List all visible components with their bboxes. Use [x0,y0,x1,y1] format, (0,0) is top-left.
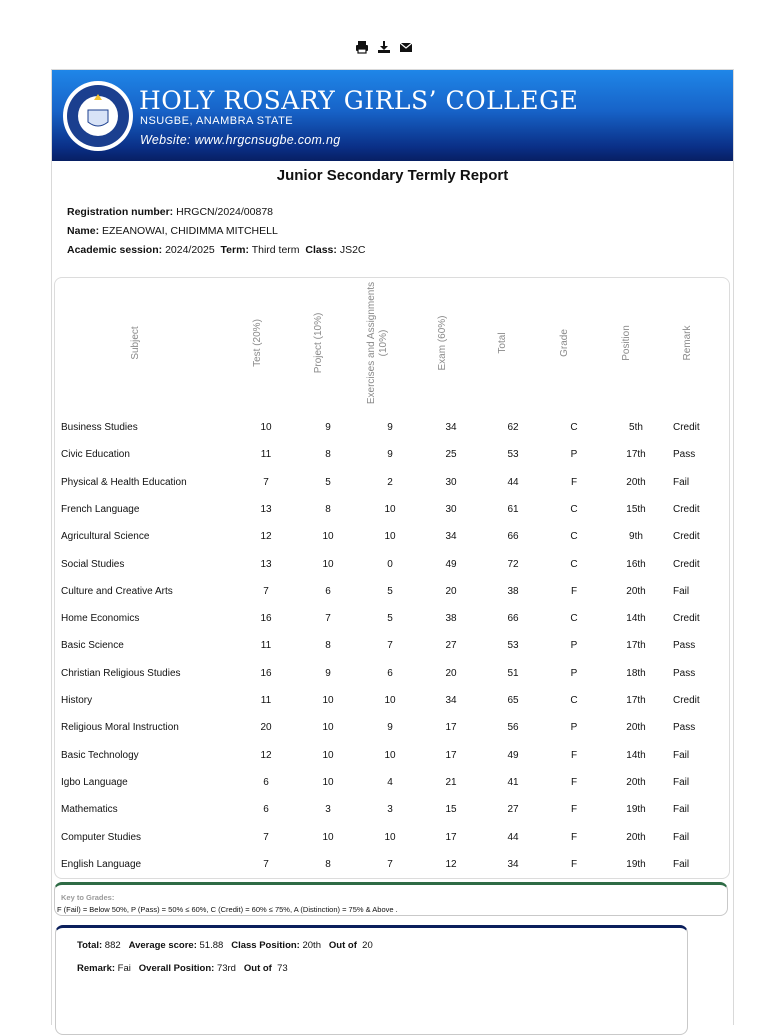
registration-label: Registration number: [67,206,174,218]
subject-cell: French Language [61,503,140,515]
grade-cell: C [570,422,578,433]
total-value: 882 [104,940,121,951]
total-cell: 53 [507,449,519,461]
class-value: JS2C [339,244,366,256]
subject-cell: Igbo Language [61,776,128,788]
test-cell: 6 [263,804,269,816]
exercises-cell: 10 [384,531,396,543]
subject-cell: Social Studies [61,558,125,570]
total-cell: 66 [507,613,519,625]
subject-cell: Christian Religious Studies [61,667,181,679]
project-cell: 9 [325,422,331,433]
table-row [52,828,733,848]
grade-cell: F [570,776,578,788]
exam-cell: 15 [445,804,457,816]
exercises-cell: 6 [387,667,393,679]
total-cell: 66 [507,531,519,543]
exercises-cell: 10 [384,749,396,761]
grade-cell: P [570,722,578,734]
test-cell: 7 [263,585,269,597]
table-row [52,800,733,820]
project-cell: 6 [325,585,331,597]
test-cell: 12 [260,749,272,761]
remark-label: Remark: [77,963,116,974]
average-value: 51.88 [199,940,224,951]
subject-cell: Religious Moral Instruction [61,722,179,734]
exam-cell: 20 [445,585,457,597]
position-cell: 14th [626,749,646,761]
total-cell: 38 [507,585,519,597]
subject-cell: Basic Technology [61,749,139,761]
remark-cell: Credit [673,695,700,706]
exercises-cell: 2 [387,476,393,488]
project-cell: 10 [322,749,334,761]
table-row [52,609,733,629]
subject-cell: History [61,695,93,706]
grade-cell: F [570,585,578,597]
subject-cell: Agricultural Science [61,531,150,543]
exam-cell: 17 [445,749,457,761]
school-name: HOLY ROSARY GIRLS’ COLLEGE [139,86,579,115]
report-sheet [51,69,734,1025]
grade-cell: F [570,476,578,488]
table-row [52,636,733,656]
project-cell: 7 [325,613,331,625]
table-row [52,527,733,547]
test-cell: 20 [260,722,272,734]
subject-cell: Civic Education [61,449,130,461]
column-header-project: Project (10%) [313,312,324,373]
email-icon[interactable] [399,40,413,54]
class-position-label: Class Position: [231,940,300,951]
exercises-cell: 9 [387,422,393,433]
overall-position-value: 73rd [216,963,236,974]
exam-cell: 17 [445,831,457,843]
table-row [52,445,733,465]
grade-cell: C [570,613,578,625]
position-cell: 20th [626,776,646,788]
remark-cell: Credit [673,613,700,625]
school-crest-logo [62,80,134,152]
report-toolbar [0,38,768,56]
test-cell: 10 [260,422,272,433]
position-cell: 17th [626,640,646,652]
exercises-cell: 5 [387,585,393,597]
grade-cell: P [570,449,578,461]
project-cell: 10 [322,531,334,543]
table-row [52,746,733,766]
grade-cell: F [570,858,578,870]
project-cell: 10 [322,695,334,706]
grade-cell: C [570,503,578,515]
subject-cell: Basic Science [61,640,124,652]
total-cell: 53 [507,640,519,652]
remark-cell: Fail [673,858,690,870]
exam-cell: 34 [445,695,457,706]
project-cell: 9 [325,667,331,679]
overall-out-of-value: 73 [277,963,288,974]
total-cell: 49 [507,749,519,761]
test-cell: 13 [260,558,272,570]
subject-cell: Physical & Health Education [61,476,187,488]
grade-cell: F [570,749,578,761]
test-cell: 11 [260,449,272,461]
term-value: Third term [251,244,300,256]
project-cell: 3 [325,804,331,816]
class-position-value: 20th [302,940,321,951]
overall-out-of-label: Out of [243,963,272,974]
test-cell: 16 [260,613,272,625]
exercises-cell: 10 [384,695,396,706]
position-cell: 18th [626,667,646,679]
column-header-total: Total [497,331,508,354]
exercises-cell: 9 [387,449,393,461]
exercises-cell: 5 [387,613,393,625]
subject-cell: Mathematics [61,804,118,816]
remark-cell: Fail [673,749,690,761]
registration-value: HRGCN/2024/00878 [176,206,273,218]
position-cell: 20th [626,476,646,488]
exam-cell: 21 [445,776,457,788]
download-icon[interactable] [377,40,391,54]
exam-cell: 34 [445,531,457,543]
exam-cell: 30 [445,503,457,515]
exercises-cell: 3 [387,804,393,816]
name-label: Name: [67,225,100,237]
test-cell: 7 [263,831,269,843]
position-cell: 19th [626,858,646,870]
remark-cell: Fail [673,476,690,488]
position-cell: 17th [626,695,646,706]
exam-cell: 34 [445,422,457,433]
report-title: Junior Secondary Termly Report [276,167,509,184]
subject-cell: Computer Studies [61,831,142,843]
grade-key-title: Key to Grades: [61,893,115,902]
class-label: Class: [305,244,337,256]
class-out-of-value: 20 [362,940,373,951]
total-cell: 51 [507,667,519,679]
summary-box [55,925,688,1035]
exam-cell: 49 [445,558,457,570]
exam-cell: 30 [445,476,457,488]
exercises-cell: 4 [387,776,393,788]
column-header-exam: Exam (60%) [437,314,448,371]
exam-cell: 25 [445,449,457,461]
grade-cell: P [570,667,578,679]
total-cell: 62 [507,422,519,433]
grade-cell: C [570,558,578,570]
remark-cell: Credit [673,503,700,515]
student-name-line [67,225,278,237]
position-cell: 5th [629,422,643,433]
position-cell: 20th [626,722,646,734]
grade-cell: C [570,531,578,543]
remark-cell: Fail [673,776,690,788]
exercises-cell: 9 [387,722,393,734]
table-row [52,500,733,520]
session-label: Academic session: [67,244,163,256]
remark-cell: Pass [673,667,696,679]
exam-cell: 12 [445,858,457,870]
total-cell: 41 [507,776,519,788]
total-cell: 61 [507,503,519,515]
table-row [52,691,733,711]
overall-position-label: Overall Position: [138,963,215,974]
class-out-of-label: Out of [328,940,357,951]
session-line [67,244,366,256]
total-cell: 34 [507,858,519,870]
exercises-cell: 0 [387,558,393,570]
remark-cell: Pass [673,640,696,652]
grade-cell: F [570,804,578,816]
test-cell: 16 [260,667,272,679]
subject-cell: English Language [61,858,142,870]
project-cell: 10 [322,776,334,788]
school-website: Website: www.hrgcnsugbe.com.ng [140,133,341,147]
position-cell: 15th [626,503,646,515]
position-cell: 16th [626,558,646,570]
table-row [52,582,733,602]
position-cell: 19th [626,804,646,816]
total-label: Total: [77,940,103,951]
column-header-test: Test (20%) [252,318,263,367]
table-row [52,418,733,438]
position-cell: 17th [626,449,646,461]
summary-line-remark [77,963,288,974]
average-label: Average score: [128,940,197,951]
project-cell: 8 [325,858,331,870]
school-address: NSUGBE, ANAMBRA STATE [140,115,294,127]
subject-cell: Culture and Creative Arts [61,585,173,597]
test-cell: 11 [260,695,272,706]
remark-cell: Fail [673,831,690,843]
test-cell: 7 [263,476,269,488]
column-header-subject: Subject [130,325,141,360]
test-cell: 13 [260,503,272,515]
grade-key-box [54,882,728,916]
total-cell: 56 [507,722,519,734]
exam-cell: 17 [445,722,457,734]
remark-cell: Fail [673,585,690,597]
grade-cell: C [570,695,578,706]
session-value: 2024/2025 [165,244,215,256]
print-icon[interactable] [355,40,369,54]
test-cell: 6 [263,776,269,788]
exam-cell: 27 [445,640,457,652]
table-row [52,718,733,738]
exercises-cell: 10 [384,503,396,515]
subject-cell: Business Studies [61,422,138,433]
grade-key-text: F (Fail) = Below 50%, P (Pass) = 50% ≤ 60%, C (Credit) = 60% ≤ 75%, A (Distinction) = 75% & Above . [57,905,398,914]
project-cell: 10 [322,722,334,734]
term-label: Term: [220,244,249,256]
position-cell: 20th [626,585,646,597]
column-header-remark: Remark [682,324,693,361]
grade-cell: P [570,640,578,652]
project-cell: 8 [325,449,331,461]
table-row [52,664,733,684]
registration-line [67,206,273,218]
test-cell: 12 [260,531,272,543]
column-header-position: Position [621,324,632,361]
test-cell: 11 [260,640,272,652]
exam-cell: 38 [445,613,457,625]
project-cell: 5 [325,476,331,488]
test-cell: 7 [263,858,269,870]
position-cell: 14th [626,613,646,625]
project-cell: 8 [325,503,331,515]
remark-cell: Credit [673,558,700,570]
table-row [52,473,733,493]
exam-cell: 20 [445,667,457,679]
table-row [52,855,733,875]
position-cell: 9th [629,531,643,543]
position-cell: 20th [626,831,646,843]
remark-value: Fai [117,963,131,974]
column-header-exercises: Exercises and Assignments (10%) [366,281,389,404]
total-cell: 65 [507,695,519,706]
remark-cell: Credit [673,531,700,543]
table-row [52,773,733,793]
total-cell: 72 [507,558,519,570]
table-row [52,555,733,575]
column-header-grade: Grade [559,328,570,357]
grade-cell: F [570,831,578,843]
remark-cell: Credit [673,422,700,433]
remark-cell: Pass [673,722,696,734]
total-cell: 44 [507,831,519,843]
school-banner [52,70,733,161]
project-cell: 10 [322,831,334,843]
exercises-cell: 7 [387,640,393,652]
student-name: EZEANOWAI, CHIDIMMA MITCHELL [102,225,278,237]
exercises-cell: 10 [384,831,396,843]
remark-cell: Fail [673,804,690,816]
remark-cell: Pass [673,449,696,461]
exercises-cell: 7 [387,858,393,870]
project-cell: 10 [322,558,334,570]
total-cell: 44 [507,476,519,488]
project-cell: 8 [325,640,331,652]
summary-line-totals [77,940,373,951]
total-cell: 27 [507,804,519,816]
subject-cell: Home Economics [61,613,140,625]
